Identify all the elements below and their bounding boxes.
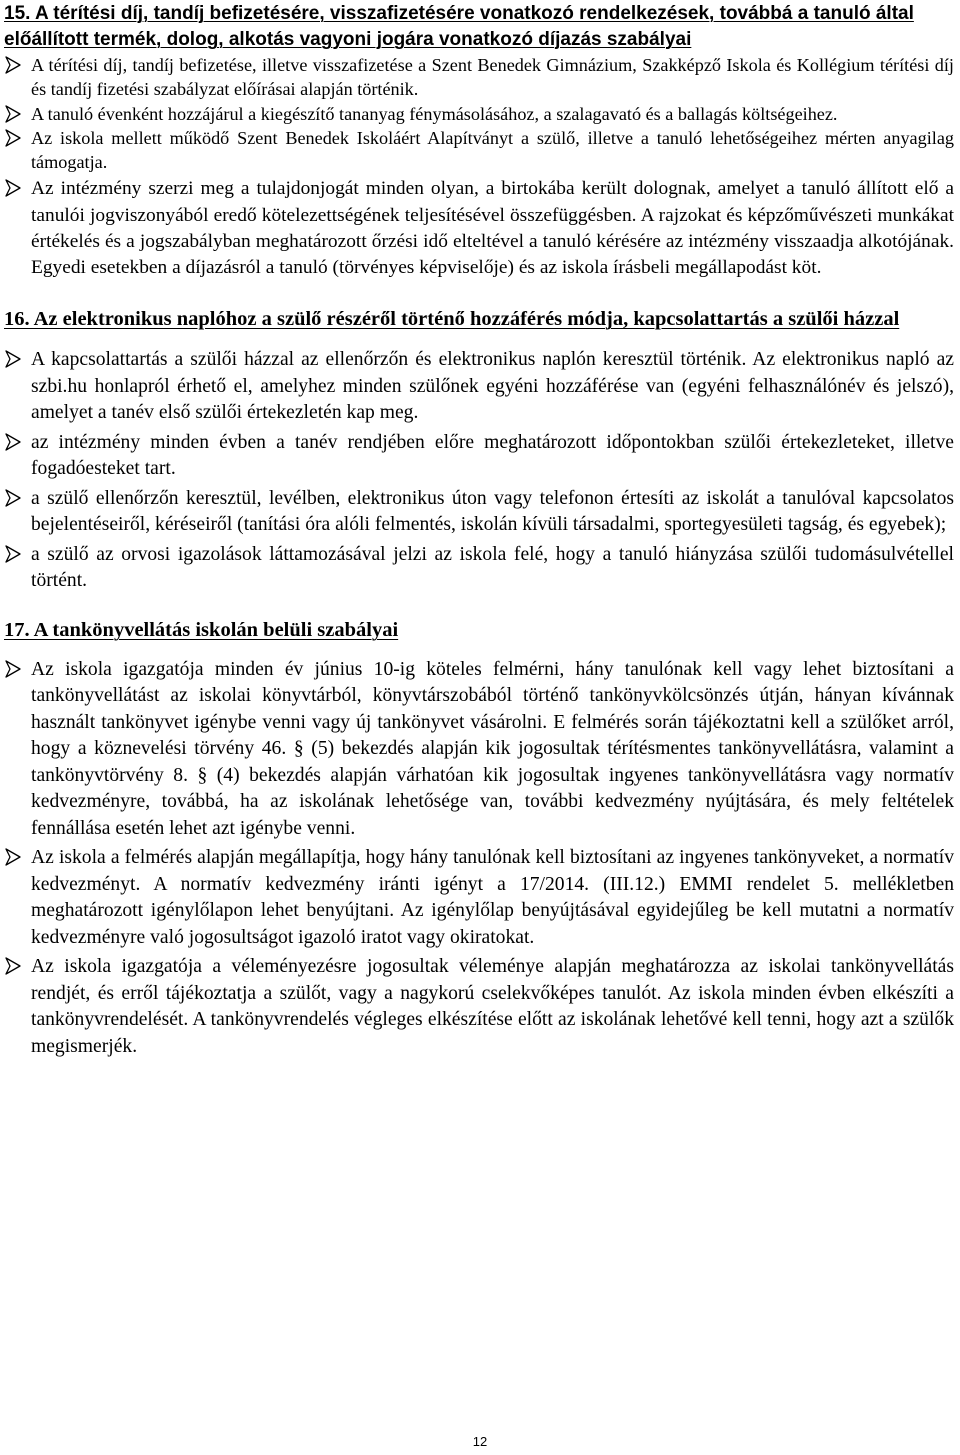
list-item-text: a szülő ellenőrzőn keresztül, levélben, elektronikus úton vagy telefonon értesíti az iskolát a tanulóval kapcsolatos bejelentéseiről, kéréseiről (tanítási óra alóli felmentés, iskolán kívüli társadalmi, sportegyesületi tagság, és egyebek);: [31, 487, 954, 536]
section-16-heading: 16. Az elektronikus naplóhoz a szülő részéről történő hozzáférés módja, kapcsolattartás a szülői házzal: [4, 308, 900, 331]
section-15: [4, 0, 954, 281]
arrow-bullet-icon: [4, 350, 22, 368]
list-item: [4, 176, 954, 281]
list-item-text: a szülő az orvosi igazolások láttamozásával jelzi az iskola felé, hogy a tanuló hiányzása szülői tudomásulvétellel történt.: [31, 543, 954, 592]
list-item: [4, 657, 954, 843]
section-15-heading: 15. A térítési díj, tandíj befizetésére, visszafizetésére vonatkozó rendelkezések, továbbá a tanuló által előállított termék, dolog, alkotás vagyoni jogára vonatkozó díjazás szabályai: [4, 3, 914, 50]
document-page: [4, 0, 954, 1060]
arrow-bullet-icon: [4, 545, 22, 563]
section-16-list: [4, 347, 954, 595]
section-17: [4, 617, 954, 1061]
list-item: [4, 954, 954, 1060]
section-17-list: [4, 657, 954, 1061]
page-number: 12: [472, 1434, 488, 1449]
list-item: [4, 347, 954, 427]
arrow-bullet-icon: [4, 433, 22, 451]
list-item: [4, 845, 954, 951]
list-item-text: Az iskola igazgatója a véleményezésre jogosultak véleménye alapján meghatározza az iskolai tankönyvellátás rendjét, és erről tájékoztatja a szülőt, vagy a nagykorú cselekvőképes tanulót. Az iskola minden évben elkészíti a tankönyvrendelését. A tankönyvrendelés végleges elkészítése előtt az iskolának lehetővé kell tenni, hogy azt a szülők megismerjék.: [31, 956, 954, 1057]
list-item: [4, 53, 954, 102]
arrow-bullet-icon: [4, 105, 22, 123]
list-item: [4, 126, 954, 175]
list-item-text: A tanuló évenként hozzájárul a kiegészítő tananyag fénymásolásához, a szalagavató és a ballagás költségeihez.: [31, 103, 838, 124]
list-item-text: Az iskola mellett működő Szent Benedek Iskoláért Alapítványt a szülő, illetve a tanuló lehetőségeihez mérten anyagilag támogatja.: [31, 127, 954, 173]
section-16: [4, 306, 954, 595]
list-item-text: A térítési díj, tandíj befizetése, illetve visszafizetése a Szent Benedek Gimnázium, Szakképző Iskola és Kollégium térítési díj és tandíj fizetési szabályzat előírásai alapján történik.: [31, 55, 954, 100]
section-15-list: [4, 53, 954, 281]
list-item-text: az intézmény minden évben a tanév rendjében előre meghatározott időpontokban szülői értekezleteket, illetve fogadóesteket tart.: [31, 431, 954, 480]
list-item-text: Az intézmény szerzi meg a tulajdonjogát minden olyan, a birtokába került dolognak, amelyet a tanuló állított elő a tanulói jogviszonyából eredő kötelezettségének teljesítésével összefüggésben. A rajzokat és képzőművészeti munkákat értékelés és a jogszabályban meghatározott őrzési idő elteltével a tanuló kérésére az intézmény visszaadja alkotójának. Egyedi esetekben a díjazásról a tanuló (törvényes képviselője) és az iskola írásbeli megállapodást köt.: [31, 178, 954, 279]
arrow-bullet-icon: [4, 660, 22, 678]
list-item: [4, 542, 954, 595]
section-17-heading: 17. A tankönyvellátás iskolán belüli szabályai: [4, 618, 399, 641]
arrow-bullet-icon: [4, 848, 22, 866]
arrow-bullet-icon: [4, 489, 22, 507]
arrow-bullet-icon: [4, 957, 22, 975]
list-item-text: A kapcsolattartás a szülői házzal az ellenőrzőn és elektronikus naplón keresztül történik. Az elektronikus napló az szbi.hu honlapról érhető el, amelyhez minden szülőnek egyéni hozzáférése van (egyéni felhasználónév és jelszó), amelyet a tanév első szülői értekezletén kap meg.: [31, 349, 954, 424]
arrow-bullet-icon: [4, 129, 22, 147]
list-item: [4, 102, 954, 126]
list-item-text: Az iskola a felmérés alapján megállapítja, hogy hány tanulónak kell biztosítani az ingyenes tankönyveket, a normatív kedvezményt. A normatív kedvezmény iránti igényt a 17/2014. (III.12.) EMMI rendelet 5. mellékletben meghatározott igénylőlapon lehet benyújtani. Az igénylőlap benyújtásával egyidejűleg be kell mutatni a normatív kedvezményre való jogosultságot igazoló iratot vagy okiratokat.: [31, 847, 954, 948]
arrow-bullet-icon: [4, 56, 22, 74]
list-item: [4, 430, 954, 483]
arrow-bullet-icon: [4, 179, 22, 197]
list-item-text: Az iskola igazgatója minden év június 10-ig köteles felmérni, hány tanulónak kell vagy lehet biztosítani a tankönyvellátást az iskolai könyvtárból, könyvtárszobából történő tankönyvkölcsönzés útján, hányan kívánnak használt tankönyvet igénybe venni vagy új tankönyvet vásárolni. E felmérés során tájékoztatni kell a szülőket arról, hogy a köznevelési törvény 46. § (5) bekezdés alapján kik jogosultak térítésmentes tankönyvellátásra, valamint a tankönyvtörvény 8. § (4) bekezdés alapján várhatóan kik jogosultak ingyenes tankönyvellátásra vagy normatív kedvezményre, továbbá, ha az iskolának lehetősége van, további kedvezmény nyújtására, és mely feltételek fennállása esetén lehet azt igénybe venni.: [31, 658, 954, 839]
list-item: [4, 486, 954, 539]
